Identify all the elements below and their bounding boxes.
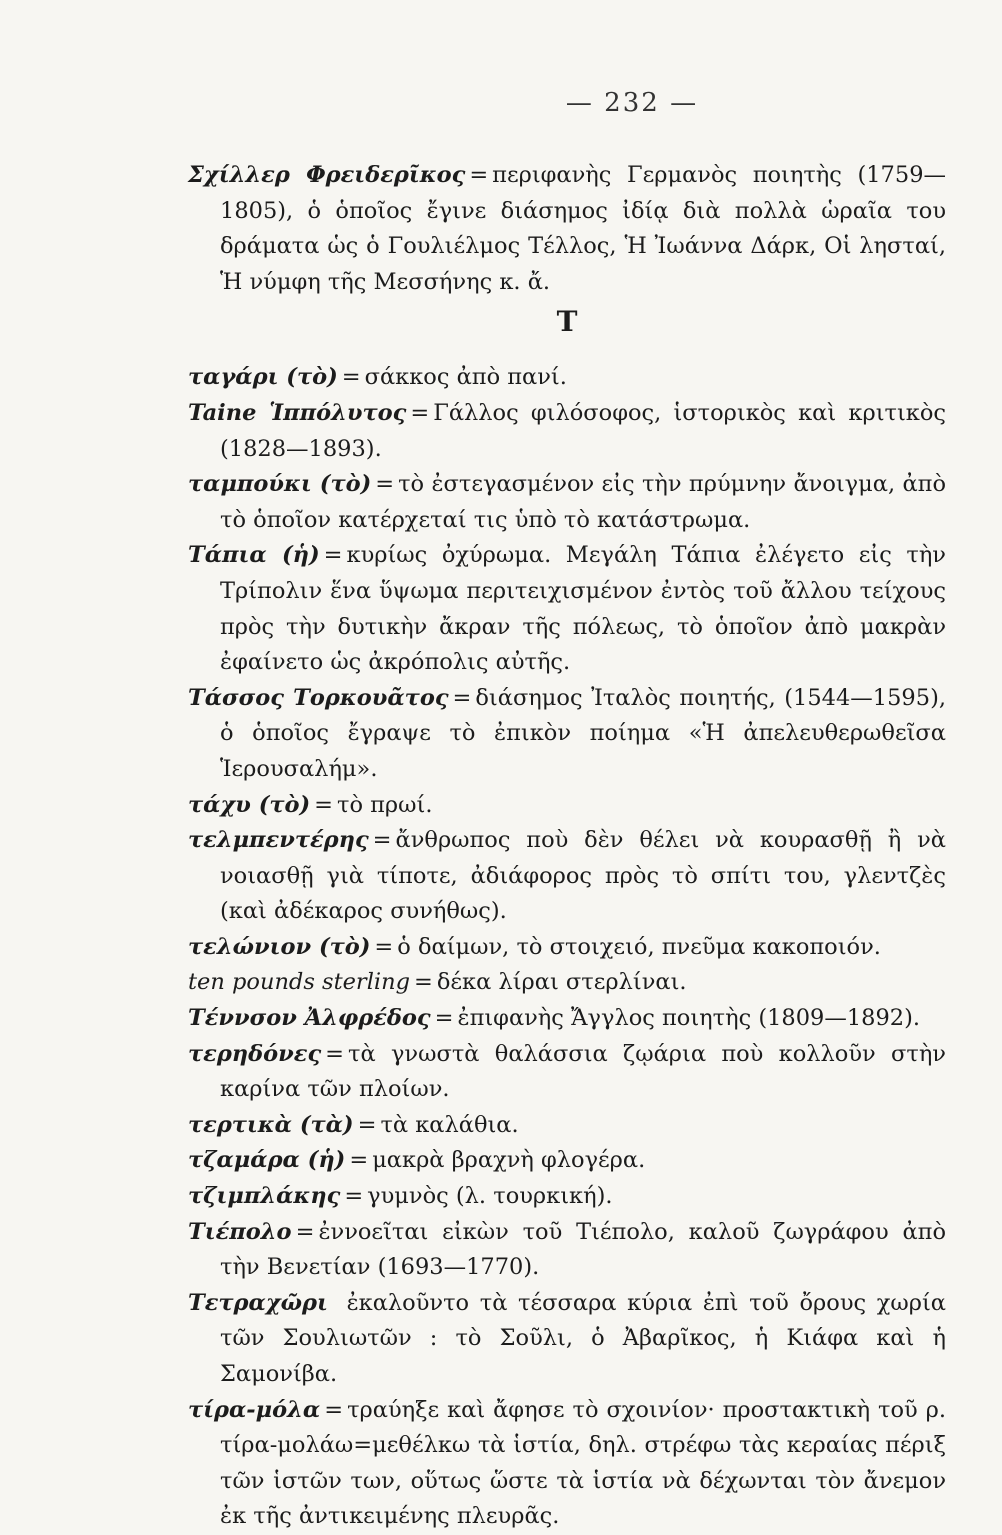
dictionary-entry: τελώνιον (τὸ) = ὁ δαίμων, τὸ στοιχειό, πνεῦμα κακοποιόν. bbox=[188, 933, 881, 960]
entry-definition: τὸ πρωί. bbox=[337, 791, 433, 818]
entry-definition: τὰ καλάθια. bbox=[380, 1111, 519, 1138]
entry-definition: τραύηξε καὶ ἄφησε τὸ σχοινίον· προστακτικὴ τοῦ ρ. τίρα-μολάω=μεθέλκω τὰ ἱστία, δηλ. στρέφω τὰς κεραίας πέριξ τῶν ἱστῶν των, οὕτως ὥστε τὰ ἱστία νὰ δέχωνται τὸν ἄνεμον ἐκ τῆς ἀντικειμένης πλευρᾶς. bbox=[220, 1396, 946, 1530]
entry-definition: ἐκαλοῦντο τὰ τέσσαρα κύρια ἐπὶ τοῦ ὄρους χωρία τῶν Σουλιωτῶν : τὸ Σοῦλι, ὁ Ἀβαρῖκος, ἡ Κιάφα καὶ ἡ Σαμονίβα. bbox=[220, 1289, 946, 1387]
dictionary-entry: Τάσσος Τορκουᾶτος = διάσημος Ἰταλὸς ποιητής, (1544—1595), ὁ ὁποῖος ἔγραψε τὸ ἐπικὸν ποίημα «Ἡ ἀπελευθερωθεῖσα Ἱερουσαλήμ». bbox=[188, 684, 946, 782]
entry-headword: ταμπούκι (τὸ) bbox=[188, 471, 372, 498]
entry-headword: ταγάρι (τὸ) bbox=[188, 364, 338, 391]
dictionary-entry bbox=[188, 1286, 946, 1393]
entry-headword: τζιμπλάκης bbox=[188, 1183, 341, 1210]
dictionary-entry: τελμπεντέρης = ἄνθρωπος ποὺ δὲν θέλει νὰ κουρασθῇ ἢ νὰ νοιασθῇ γιὰ τίποτε, ἀδιάφορος πρὸς τὸ σπίτι του, γλεντζὲς (καὶ ἀδέκαρος συνήθως). bbox=[188, 827, 946, 925]
page-number: — 232 — bbox=[565, 88, 699, 118]
dictionary-entry: τζαμάρα (ἡ) = μακρὰ βραχνὴ φλογέρα. bbox=[188, 1147, 646, 1174]
dictionary-entry: Σχίλλερ Φρειδερῖκος = περιφανὴς Γερμανὸς ποιητὴς (1759—1805), ὁ ὁποῖος ἔγινε διάσημος ἰδίᾳ διὰ πολλὰ ὡραῖα του δράματα ὡς ὁ Γουλιέλμος Τέλλος, Ἡ Ἰωάννα Δάρκ, Οἱ λησταί, Ἡ νύμφη τῆς Μεσσήνης κ. ἄ. bbox=[188, 162, 947, 295]
entry-definition: ἄνθρωπος ποὺ δὲν θέλει νὰ κουρασθῇ ἢ νὰ νοιασθῇ γιὰ τίποτε, ἀδιάφορος πρὸς τὸ σπίτι του, γλεντζὲς (καὶ ἀδέκαρος συνήθως). bbox=[220, 827, 946, 925]
entry-headword: ten pounds sterling bbox=[188, 969, 410, 996]
entry-definition: κυρίως ὀχύρωμα. Μεγάλη Τάπια ἐλέγετο εἰς τὴν Τρίπολιν ἕνα ὕψωμα περιτειχισμένον ἐντὸς τοῦ ἄλλου τείχους πρὸς τὴν δυτικὴν ἄκραν τῆς πόλεως, τὸ ὁποῖον ἀπὸ μακρὰν ἐφαίνετο ὡς ἀκρόπολις αὐτῆς. bbox=[220, 542, 946, 676]
entry-headword: τάχυ (τὸ) bbox=[188, 791, 311, 818]
entry-headword: Τάσσος Τορκουᾶτος bbox=[188, 684, 449, 711]
dictionary-entries bbox=[188, 158, 946, 1535]
entry-headword: τελώνιον (τὸ) bbox=[188, 933, 371, 960]
dictionary-entry: τερηδόνες = τὰ γνωστὰ θαλάσσια ζῳάρια ποὺ κολλοῦν στὴν καρίνα τῶν πλοίων. bbox=[188, 1040, 946, 1103]
entry-definition: Γάλλος φιλόσοφος, ἱστορικὸς καὶ κριτικὸς (1828—1893). bbox=[220, 399, 946, 462]
entry-definition: δέκα λίραι στερλίναι. bbox=[436, 969, 687, 996]
dictionary-entry: Τέννσον Ἀλφρέδος = ἐπιφανὴς Ἄγγλος ποιητὴς (1809—1892). bbox=[188, 1005, 921, 1032]
dictionary-entry: Τάπια (ἡ) = κυρίως ὀχύρωμα. Μεγάλη Τάπια ἐλέγετο εἰς τὴν Τρίπολιν ἕνα ὕψωμα περιτειχισμένον ἐντὸς τοῦ ἄλλου τείχους πρὸς τὴν δυτικὴν ἄκραν τῆς πόλεως, τὸ ὁποῖον ἀπὸ μακρὰν ἐφαίνετο ὡς ἀκρόπολις αὐτῆς. bbox=[188, 542, 946, 676]
section-letter: T bbox=[556, 305, 578, 339]
dictionary-entry: τίρα-μόλα = τραύηξε καὶ ἄφησε τὸ σχοινίον· προστακτικὴ τοῦ ρ. τίρα-μολάω=μεθέλκω τὰ ἱστία, δηλ. στρέφω τὰς κεραίας πέριξ τῶν ἱστῶν των, οὕτως ὥστε τὰ ἱστία νὰ δέχωνται τὸν ἄνεμον ἐκ τῆς ἀντικειμένης πλευρᾶς. bbox=[188, 1396, 946, 1530]
entry-headword: Τετραχῶρι bbox=[188, 1289, 328, 1316]
entry-definition: τὸ ἐστεγασμένον εἰς τὴν πρύμνην ἄνοιγμα, ἀπὸ τὸ ὁποῖον κατέρχεταί τις ὑπὸ τὸ κατάστρωμα. bbox=[220, 471, 946, 533]
dictionary-entry: τζιμπλάκης = γυμνὸς (λ. τουρκική). bbox=[188, 1183, 613, 1210]
entry-headword: Σχίλλερ Φρειδερῖκος bbox=[188, 162, 466, 188]
entry-headword: τελμπεντέρης bbox=[188, 827, 369, 854]
entry-definition: διάσημος Ἰταλὸς ποιητής, (1544—1595), ὁ ὁποῖος ἔγραψε τὸ ἐπικὸν ποίημα «Ἡ ἀπελευθερωθεῖσα Ἱερουσαλήμ». bbox=[220, 684, 946, 782]
entry-definition: ἐπιφανὴς Ἄγγλος ποιητὴς (1809—1892). bbox=[457, 1005, 921, 1032]
entry-headword: τζαμάρα (ἡ) bbox=[188, 1147, 346, 1174]
dictionary-entry: ταγάρι (τὸ) = σάκκος ἀπὸ πανί. bbox=[188, 364, 567, 391]
entry-definition: τὰ γνωστὰ θαλάσσια ζῳάρια ποὺ κολλοῦν στὴν καρίνα τῶν πλοίων. bbox=[220, 1040, 946, 1103]
entry-definition: μακρὰ βραχνὴ φλογέρα. bbox=[372, 1147, 646, 1174]
dictionary-entry: τάχυ (τὸ) = τὸ πρωί. bbox=[188, 791, 433, 818]
dictionary-entry: Taine Ἱππόλυτος = Γάλλος φιλόσοφος, ἱστορικὸς καὶ κριτικὸς (1828—1893). bbox=[188, 399, 946, 462]
entry-headword: Τιέπολο bbox=[188, 1218, 292, 1245]
entry-definition: σάκκος ἀπὸ πανί. bbox=[364, 364, 567, 391]
dictionary-entry: ten pounds sterling = δέκα λίραι στερλίναι. bbox=[188, 969, 687, 996]
dictionary-entry: τερτικὰ (τὰ) = τὰ καλάθια. bbox=[188, 1111, 519, 1138]
entry-list bbox=[188, 360, 946, 1535]
entry-definition: ἐννοεῖται εἰκὼν τοῦ Τιέπολο, καλοῦ ζωγράφου ἀπὸ τὴν Βενετίαν (1693—1770). bbox=[220, 1218, 946, 1281]
entry-definition: ὁ δαίμων, τὸ στοιχειό, πνεῦμα κακοποιόν. bbox=[397, 933, 881, 960]
entry-headword: τίρα-μόλα bbox=[188, 1396, 321, 1423]
entry-headword: Τάπια (ἡ) bbox=[188, 542, 320, 569]
entry-headword: Taine Ἱππόλυτος bbox=[188, 399, 407, 426]
entry-definition: περιφανὴς Γερμανὸς ποιητὴς (1759—1805), ὁ ὁποῖος ἔγινε διάσημος ἰδίᾳ διὰ πολλὰ ὡραῖα του δράματα ὡς ὁ Γουλιέλμος Τέλλος, Ἡ Ἰωάννα Δάρκ, Οἱ λησταί, Ἡ νύμφη τῆς Μεσσήνης κ. ἄ. bbox=[220, 162, 947, 295]
dictionary-entry: ταμπούκι (τὸ) = τὸ ἐστεγασμένον εἰς τὴν πρύμνην ἄνοιγμα, ἀπὸ τὸ ὁποῖον κατέρχεταί τις ὑπὸ τὸ κατάστρωμα. bbox=[188, 471, 946, 533]
entry-headword: τερτικὰ (τὰ) bbox=[188, 1111, 354, 1138]
entry-headword: τερηδόνες bbox=[188, 1040, 322, 1067]
entry-headword: Τέννσον Ἀλφρέδος bbox=[188, 1005, 431, 1032]
dictionary-entry: Τιέπολο = ἐννοεῖται εἰκὼν τοῦ Τιέπολο, καλοῦ ζωγράφου ἀπὸ τὴν Βενετίαν (1693—1770). bbox=[188, 1218, 946, 1281]
entry-definition: γυμνὸς (λ. τουρκική). bbox=[367, 1183, 613, 1210]
